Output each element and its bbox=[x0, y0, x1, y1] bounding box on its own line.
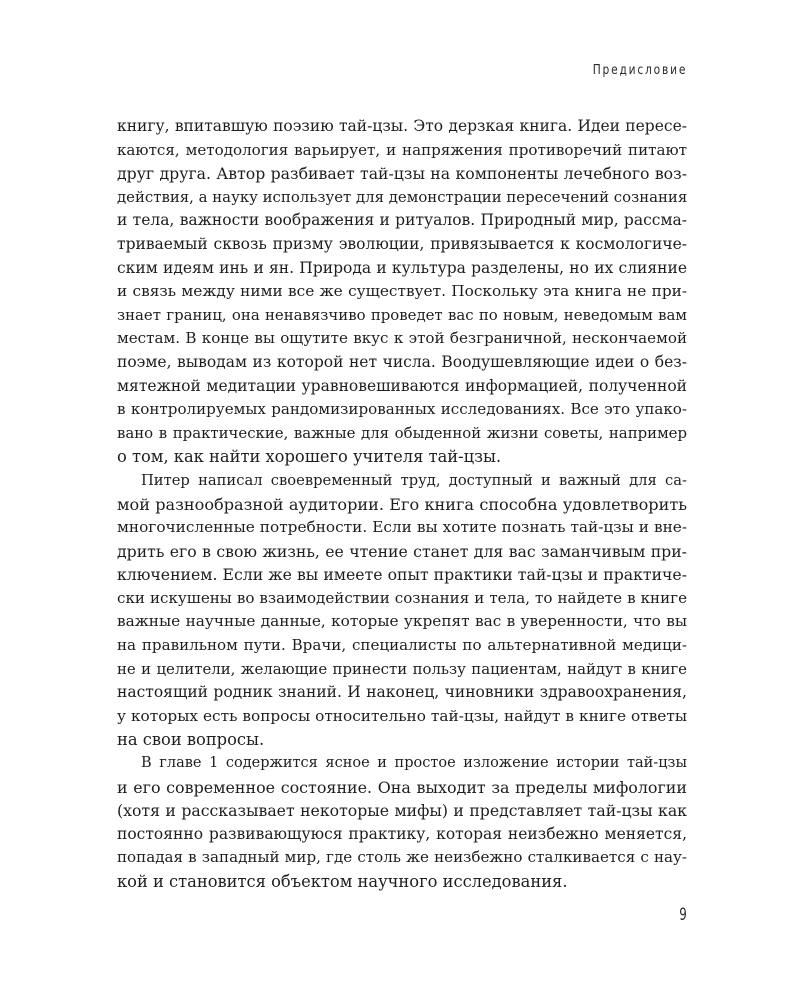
text-line: постоянно развивающуюся практику, которая неизбежно меняется, bbox=[117, 824, 687, 843]
text-line: книгу, впитавшую поэзию тай-цзы. Это дерзкая книга. Идеи пересе- bbox=[117, 117, 687, 135]
text-line: местам. В конце вы ощутите вкус к этой безграничной, нескончаемой bbox=[117, 329, 687, 348]
text-line: и тела, важности воображения и ритуалов. Природный мир, рассма- bbox=[117, 211, 687, 230]
paragraph-1 bbox=[117, 115, 687, 469]
text-line: на свои вопросы. bbox=[117, 730, 265, 750]
text-line: каются, методология варьирует, и напряжения противоречий питают bbox=[117, 140, 687, 159]
text-line: и его современное состояние. Она выходит за пределы мифологии bbox=[117, 777, 687, 797]
text-line: В главе 1 содержится ясное и простое изложение истории тай-цзы bbox=[141, 755, 687, 772]
text-line: знает границ, она ненавязчиво проведет вас по новым, неведомым вам bbox=[117, 305, 687, 324]
text-line: не и целители, желающие принести пользу пациентам, найдут в книге bbox=[117, 659, 687, 678]
paragraph-2 bbox=[117, 469, 687, 752]
text-line: на правильном пути. Врачи, специалисты по альтернативной медици- bbox=[117, 636, 687, 655]
text-line: триваемый сквозь призму эволюции, привязывается к космологиче- bbox=[117, 234, 687, 253]
text-line: Питер написал своевременный труд, доступный и важный для са- bbox=[141, 471, 687, 489]
paragraph-3 bbox=[117, 752, 687, 894]
body-text bbox=[117, 115, 687, 894]
text-line: вано в практические, важные для обыденной жизни советы, например bbox=[117, 423, 687, 442]
text-line: дрить его в свою жизнь, ее чтение станет для вас заманчивым при- bbox=[117, 541, 687, 561]
text-line: ски искушены во взаимодействии сознания и тела, то найдете в книге bbox=[117, 588, 687, 607]
text-line: в контролируемых рандомизированных исследованиях. Все это упако- bbox=[117, 400, 687, 419]
page-number: 9 bbox=[679, 905, 687, 925]
text-line: у которых есть вопросы относительно тай-цзы, найдут в книге ответы bbox=[117, 706, 687, 725]
text-line: мятежной медитации уравновешиваются информацией, полученной bbox=[117, 376, 687, 395]
text-line: настоящий родник знаний. И наконец, чиновники здравоохранения, bbox=[117, 683, 687, 702]
text-line: мой разнообразной аудитории. Его книга способна удовлетворить bbox=[117, 494, 687, 514]
text-line: многочисленные потребности. Если вы хотите познать тай-цзы и вне- bbox=[117, 518, 687, 537]
text-line: кой и становится объектом научного исследования. bbox=[117, 872, 568, 891]
text-line: поэме, выводам из которой нет числа. Воодушевляющие идеи о без- bbox=[117, 352, 687, 371]
running-head: Предисловие bbox=[592, 63, 687, 78]
text-line: (хотя и рассказывает некоторые мифы) и представляет тай-цзы как bbox=[117, 801, 687, 821]
text-line: и связь между ними все же существует. Поскольку эта книга не при- bbox=[117, 282, 687, 301]
text-line: действия, а науку использует для демонстрации пересечений сознания bbox=[117, 187, 688, 206]
text-line: ключением. Если же вы имеете опыт практики тай-цзы и практиче- bbox=[117, 565, 687, 585]
text-line: важные научные данные, которые укрепят вас в уверенности, что вы bbox=[117, 612, 687, 631]
text-line: о том, как найти хорошего учителя тай-цзы. bbox=[117, 447, 502, 467]
text-line: ским идеям инь и ян. Природа и культура разделены, но их слияние bbox=[117, 258, 687, 277]
text-line: друг друга. Автор разбивает тай-цзы на компоненты лечебного воз- bbox=[117, 164, 687, 184]
text-line: попадая в западный мир, где столь же неизбежно сталкивается с нау- bbox=[117, 848, 687, 867]
